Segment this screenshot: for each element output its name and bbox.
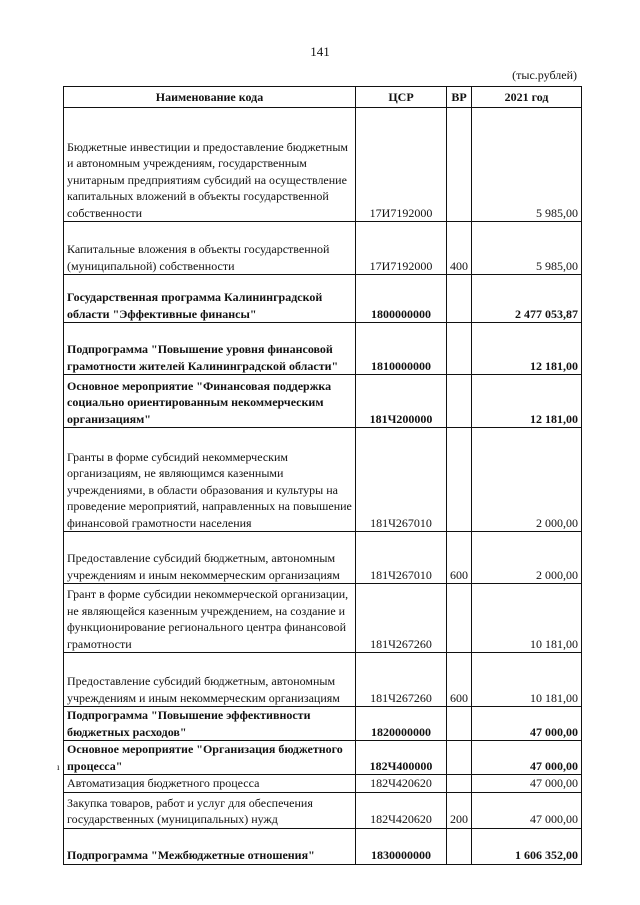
table-row (64, 828, 582, 864)
budget-table (63, 86, 582, 865)
row-amount-cell: 5 985,00 (472, 222, 582, 275)
header-vr: ВР (447, 87, 472, 108)
row-vr-cell: 200 (447, 792, 472, 828)
row-name-cell: Грант в форме субсидии некоммерческой организации, не являющейся казенным учреждением, на создание и функционирование регионального центра финансовой грамотности (64, 584, 356, 653)
row-amount-cell: 47 000,00 (472, 775, 582, 793)
row-name-cell: Предоставление субсидий бюджетным, автономным учреждениям и иным некоммерческим организациям (64, 532, 356, 584)
row-name-cell: Основное мероприятие "Организация бюджетного процесса" (64, 741, 356, 775)
row-name-cell: Гранты в форме субсидий некоммерческим организациям, не являющимся казенными учреждениями, в области образования и культуры на проведение мероприятий, направленных на повышение финансовой грамотности населения (64, 428, 356, 532)
row-csr-cell: 181Ч267260 (356, 653, 447, 707)
table-row (64, 275, 582, 323)
row-vr-cell (447, 323, 472, 375)
row-amount-cell: 10 181,00 (472, 653, 582, 707)
row-csr-cell: 17И7192000 (356, 222, 447, 275)
row-amount-cell: 47 000,00 (472, 707, 582, 741)
row-amount-cell: 10 181,00 (472, 584, 582, 653)
row-amount-cell: 2 477 053,87 (472, 275, 582, 323)
row-name-cell: Подпрограмма "Повышение уровня финансовой грамотности жителей Калининградской области" (64, 323, 356, 375)
row-csr-cell: 181Ч267010 (356, 428, 447, 532)
row-csr-cell: 1830000000 (356, 828, 447, 864)
row-csr-cell: 181Ч267010 (356, 532, 447, 584)
row-name-cell: Капитальные вложения в объекты государственной (муниципальной) собственности (64, 222, 356, 275)
row-vr-cell (447, 108, 472, 222)
header-name: Наименование кода (64, 87, 356, 108)
margin-mark: ı (57, 762, 60, 772)
row-vr-cell (447, 775, 472, 793)
row-name-cell: Государственная программа Калининградской области "Эффективные финансы" (64, 275, 356, 323)
row-amount-cell: 12 181,00 (472, 323, 582, 375)
row-amount-cell: 2 000,00 (472, 532, 582, 584)
table-header-row (64, 87, 582, 108)
row-amount-cell: 47 000,00 (472, 741, 582, 775)
table-row (64, 222, 582, 275)
row-csr-cell: 182Ч400000 (356, 741, 447, 775)
row-vr-cell (447, 584, 472, 653)
row-vr-cell (447, 741, 472, 775)
row-name-cell: Предоставление субсидий бюджетным, автономным учреждениям и иным некоммерческим организациям (64, 653, 356, 707)
table-row (64, 108, 582, 222)
row-vr-cell (447, 428, 472, 532)
table-row (64, 532, 582, 584)
table-row (64, 584, 582, 653)
row-name-cell: Закупка товаров, работ и услуг для обеспечения государственных (муниципальных) нужд (64, 792, 356, 828)
row-vr-cell (447, 707, 472, 741)
row-csr-cell: 1800000000 (356, 275, 447, 323)
table-row (64, 775, 582, 793)
table-row (64, 741, 582, 775)
row-csr-cell: 17И7192000 (356, 108, 447, 222)
row-vr-cell: 400 (447, 222, 472, 275)
row-name-cell: Подпрограмма "Межбюджетные отношения" (64, 828, 356, 864)
row-amount-cell: 1 606 352,00 (472, 828, 582, 864)
row-amount-cell: 47 000,00 (472, 792, 582, 828)
row-vr-cell (447, 275, 472, 323)
row-vr-cell: 600 (447, 653, 472, 707)
table-body (64, 108, 582, 865)
row-amount-cell: 12 181,00 (472, 375, 582, 428)
units-label: (тыс.рублей) (512, 68, 577, 82)
row-csr-cell: 182Ч420620 (356, 775, 447, 793)
header-csr: ЦСР (356, 87, 447, 108)
row-amount-cell: 5 985,00 (472, 108, 582, 222)
header-year: 2021 год (472, 87, 582, 108)
row-csr-cell: 181Ч200000 (356, 375, 447, 428)
row-csr-cell: 1820000000 (356, 707, 447, 741)
table-row (64, 375, 582, 428)
row-name-cell: Основное мероприятие "Финансовая поддержка социально ориентированным некоммерческим организациям" (64, 375, 356, 428)
table-row (64, 707, 582, 741)
table-row (64, 428, 582, 532)
row-vr-cell: 600 (447, 532, 472, 584)
row-name-cell: Автоматизация бюджетного процесса (64, 775, 356, 793)
table-row (64, 323, 582, 375)
table-row (64, 792, 582, 828)
row-csr-cell: 181Ч267260 (356, 584, 447, 653)
page-number: 141 (310, 44, 330, 59)
row-csr-cell: 1810000000 (356, 323, 447, 375)
row-csr-cell: 182Ч420620 (356, 792, 447, 828)
row-amount-cell: 2 000,00 (472, 428, 582, 532)
table-row (64, 653, 582, 707)
row-vr-cell (447, 375, 472, 428)
row-name-cell: Подпрограмма "Повышение эффективности бюджетных расходов" (64, 707, 356, 741)
row-name-cell: Бюджетные инвестиции и предоставление бюджетным и автономным учреждениям, государственным унитарным предприятиям субсидий на осуществление капитальных вложений в объекты государственной собственности (64, 108, 356, 222)
row-vr-cell (447, 828, 472, 864)
